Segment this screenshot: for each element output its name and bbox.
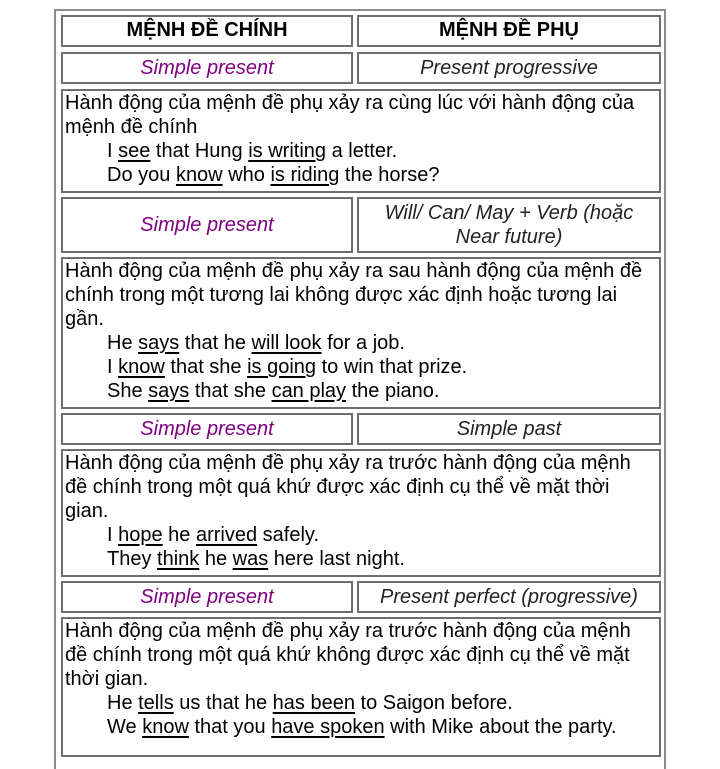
sentence-text: here last night. (268, 548, 405, 570)
sentence-text: He (107, 692, 139, 714)
example-sentence (65, 163, 657, 187)
sentence-text: I (107, 524, 119, 546)
sentence-text: us that he (173, 692, 273, 714)
sentence-text: who (222, 164, 271, 186)
underlined-verb: arrived (195, 524, 258, 546)
examples (65, 691, 657, 739)
description-text: Hành động của mệnh đề phụ xảy ra sau hành động của mệnh đề chính trong một tương lai không được xác định hoặc tương lai gần. (65, 260, 643, 330)
example-sentence (65, 355, 657, 379)
sub-tense-1: Present progressive (357, 52, 661, 84)
sentence-text: he (162, 524, 196, 546)
example-sentence (65, 523, 657, 547)
sentence-text: the piano. (346, 380, 440, 402)
underlined-verb: was (232, 548, 269, 570)
example-sentence (65, 691, 657, 715)
sentence-text: he (199, 548, 233, 570)
sentence-text: Do you (107, 164, 176, 186)
main-tense-2: Simple present (61, 197, 353, 253)
description-block-2 (61, 257, 661, 409)
underlined-verb: think (157, 548, 200, 570)
description-block-3 (61, 449, 661, 577)
underlined-verb: is writing (248, 140, 327, 162)
description-block-1 (61, 89, 661, 193)
example-sentence (65, 547, 657, 571)
description-text: Hành động của mệnh đề phụ xảy ra trước hành động của mệnh đề chính trong một quá khứ được xác định cụ thể về mặt thời gian. (65, 452, 631, 522)
examples (65, 331, 657, 403)
underlined-verb: will look (251, 332, 322, 354)
sentence-text: She (107, 380, 149, 402)
example-sentence (65, 331, 657, 355)
main-tense-3: Simple present (61, 413, 353, 445)
sentence-text: that she (189, 380, 272, 402)
sentence-text: that he (179, 332, 252, 354)
sentence-text: He (107, 332, 139, 354)
sentence-text: a letter. (326, 140, 398, 162)
underlined-verb: know (175, 164, 223, 186)
header-main-clause: MỆNH ĐỀ CHÍNH (61, 15, 353, 47)
main-tense-1: Simple present (61, 52, 353, 84)
underlined-verb: know (142, 716, 189, 738)
underlined-verb: is riding (270, 164, 340, 186)
sentence-text: that you (188, 716, 272, 738)
underlined-verb: see (118, 140, 151, 162)
example-sentence (65, 139, 657, 163)
examples (65, 523, 657, 571)
sentence-text: I (107, 140, 119, 162)
sub-tense-2: Will/ Can/ May + Verb (hoặc Near future) (357, 197, 661, 253)
example-sentence (65, 379, 657, 403)
underlined-verb: can play (271, 380, 347, 402)
underlined-verb: know (118, 356, 165, 378)
underlined-verb: tells (138, 692, 174, 714)
sentence-text: that Hung (150, 140, 249, 162)
sentence-text: They (107, 548, 158, 570)
sentence-text: safely. (257, 524, 319, 546)
sentence-text: I (107, 356, 119, 378)
sentence-text: that she (164, 356, 248, 378)
sentence-text: We (107, 716, 143, 738)
underlined-verb: has been (272, 692, 355, 714)
description-text: Hành động của mệnh đề phụ xảy ra trước hành động của mệnh đề chính trong một quá khứ không được xác định cụ thể về mặt thời gian. (65, 620, 631, 690)
sentence-text: the horse? (339, 164, 440, 186)
sentence-text: to win that prize. (316, 356, 468, 378)
main-tense-4: Simple present (61, 581, 353, 613)
underlined-verb: says (148, 380, 190, 402)
underlined-verb: hope (118, 524, 163, 546)
underlined-verb: says (138, 332, 180, 354)
sentence-text: for a job. (321, 332, 405, 354)
sub-tense-4: Present perfect (progressive) (357, 581, 661, 613)
underlined-verb: have spoken (271, 716, 385, 738)
examples (65, 139, 657, 187)
underlined-verb: is going (247, 356, 317, 378)
description-block-4 (61, 617, 661, 757)
description-text: Hành động của mệnh đề phụ xảy ra cùng lúc với hành động của mệnh đề chính (65, 92, 635, 138)
grammar-table (54, 9, 666, 769)
sentence-text: with Mike about the party. (384, 716, 617, 738)
sentence-text: to Saigon before. (354, 692, 513, 714)
example-sentence (65, 715, 657, 739)
sub-tense-3: Simple past (357, 413, 661, 445)
header-sub-clause: MỆNH ĐỀ PHỤ (357, 15, 661, 47)
